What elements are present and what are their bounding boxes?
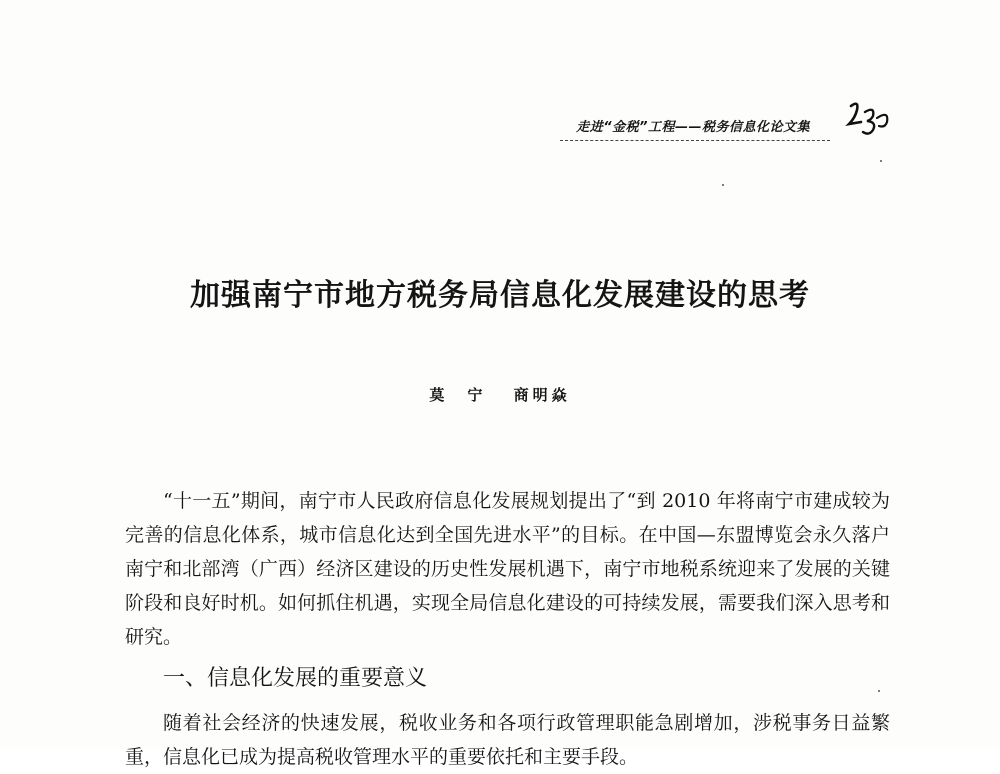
scan-speck (878, 690, 880, 692)
scan-speck (722, 184, 724, 186)
running-header-title: 走进“金税”工程——税务信息化论文集 (576, 120, 810, 135)
page-number-handwritten (845, 98, 893, 142)
body-paragraph: 随着社会经济的快速发展，税收业务和各项行政管理职能急剧增加，涉税事务日益繁重，信息化已成为提高税收管理水平的重要依托和主要手段。 (125, 712, 890, 768)
running-header (560, 110, 840, 146)
article-title: 加强南宁市地方税务局信息化发展建设的思考 (190, 278, 810, 313)
section-heading: 一、信息化发展的重要意义 (163, 666, 428, 691)
author-name: 莫 宁 (429, 386, 487, 404)
scan-speck (880, 160, 882, 162)
body-paragraph: “十一五”期间，南宁市人民政府信息化发展规划提出了“到 2010 年将南宁市建成较为完善的信息化体系，城市信息化达到全国先进水平”的目标。在中国—东盟博览会永久落户南宁和北部湾（广西）经济区建设的历史性发展机遇下，南宁市地税系统迎来了发展的关键阶段和良好时机。如何抓住机遇，实现全局信息化建设的可持续发展，需要我们深入思考和研究。 (125, 490, 890, 648)
article-authors (0, 384, 1000, 405)
header-rule (560, 140, 830, 141)
author-name: 商明焱 (513, 386, 571, 404)
